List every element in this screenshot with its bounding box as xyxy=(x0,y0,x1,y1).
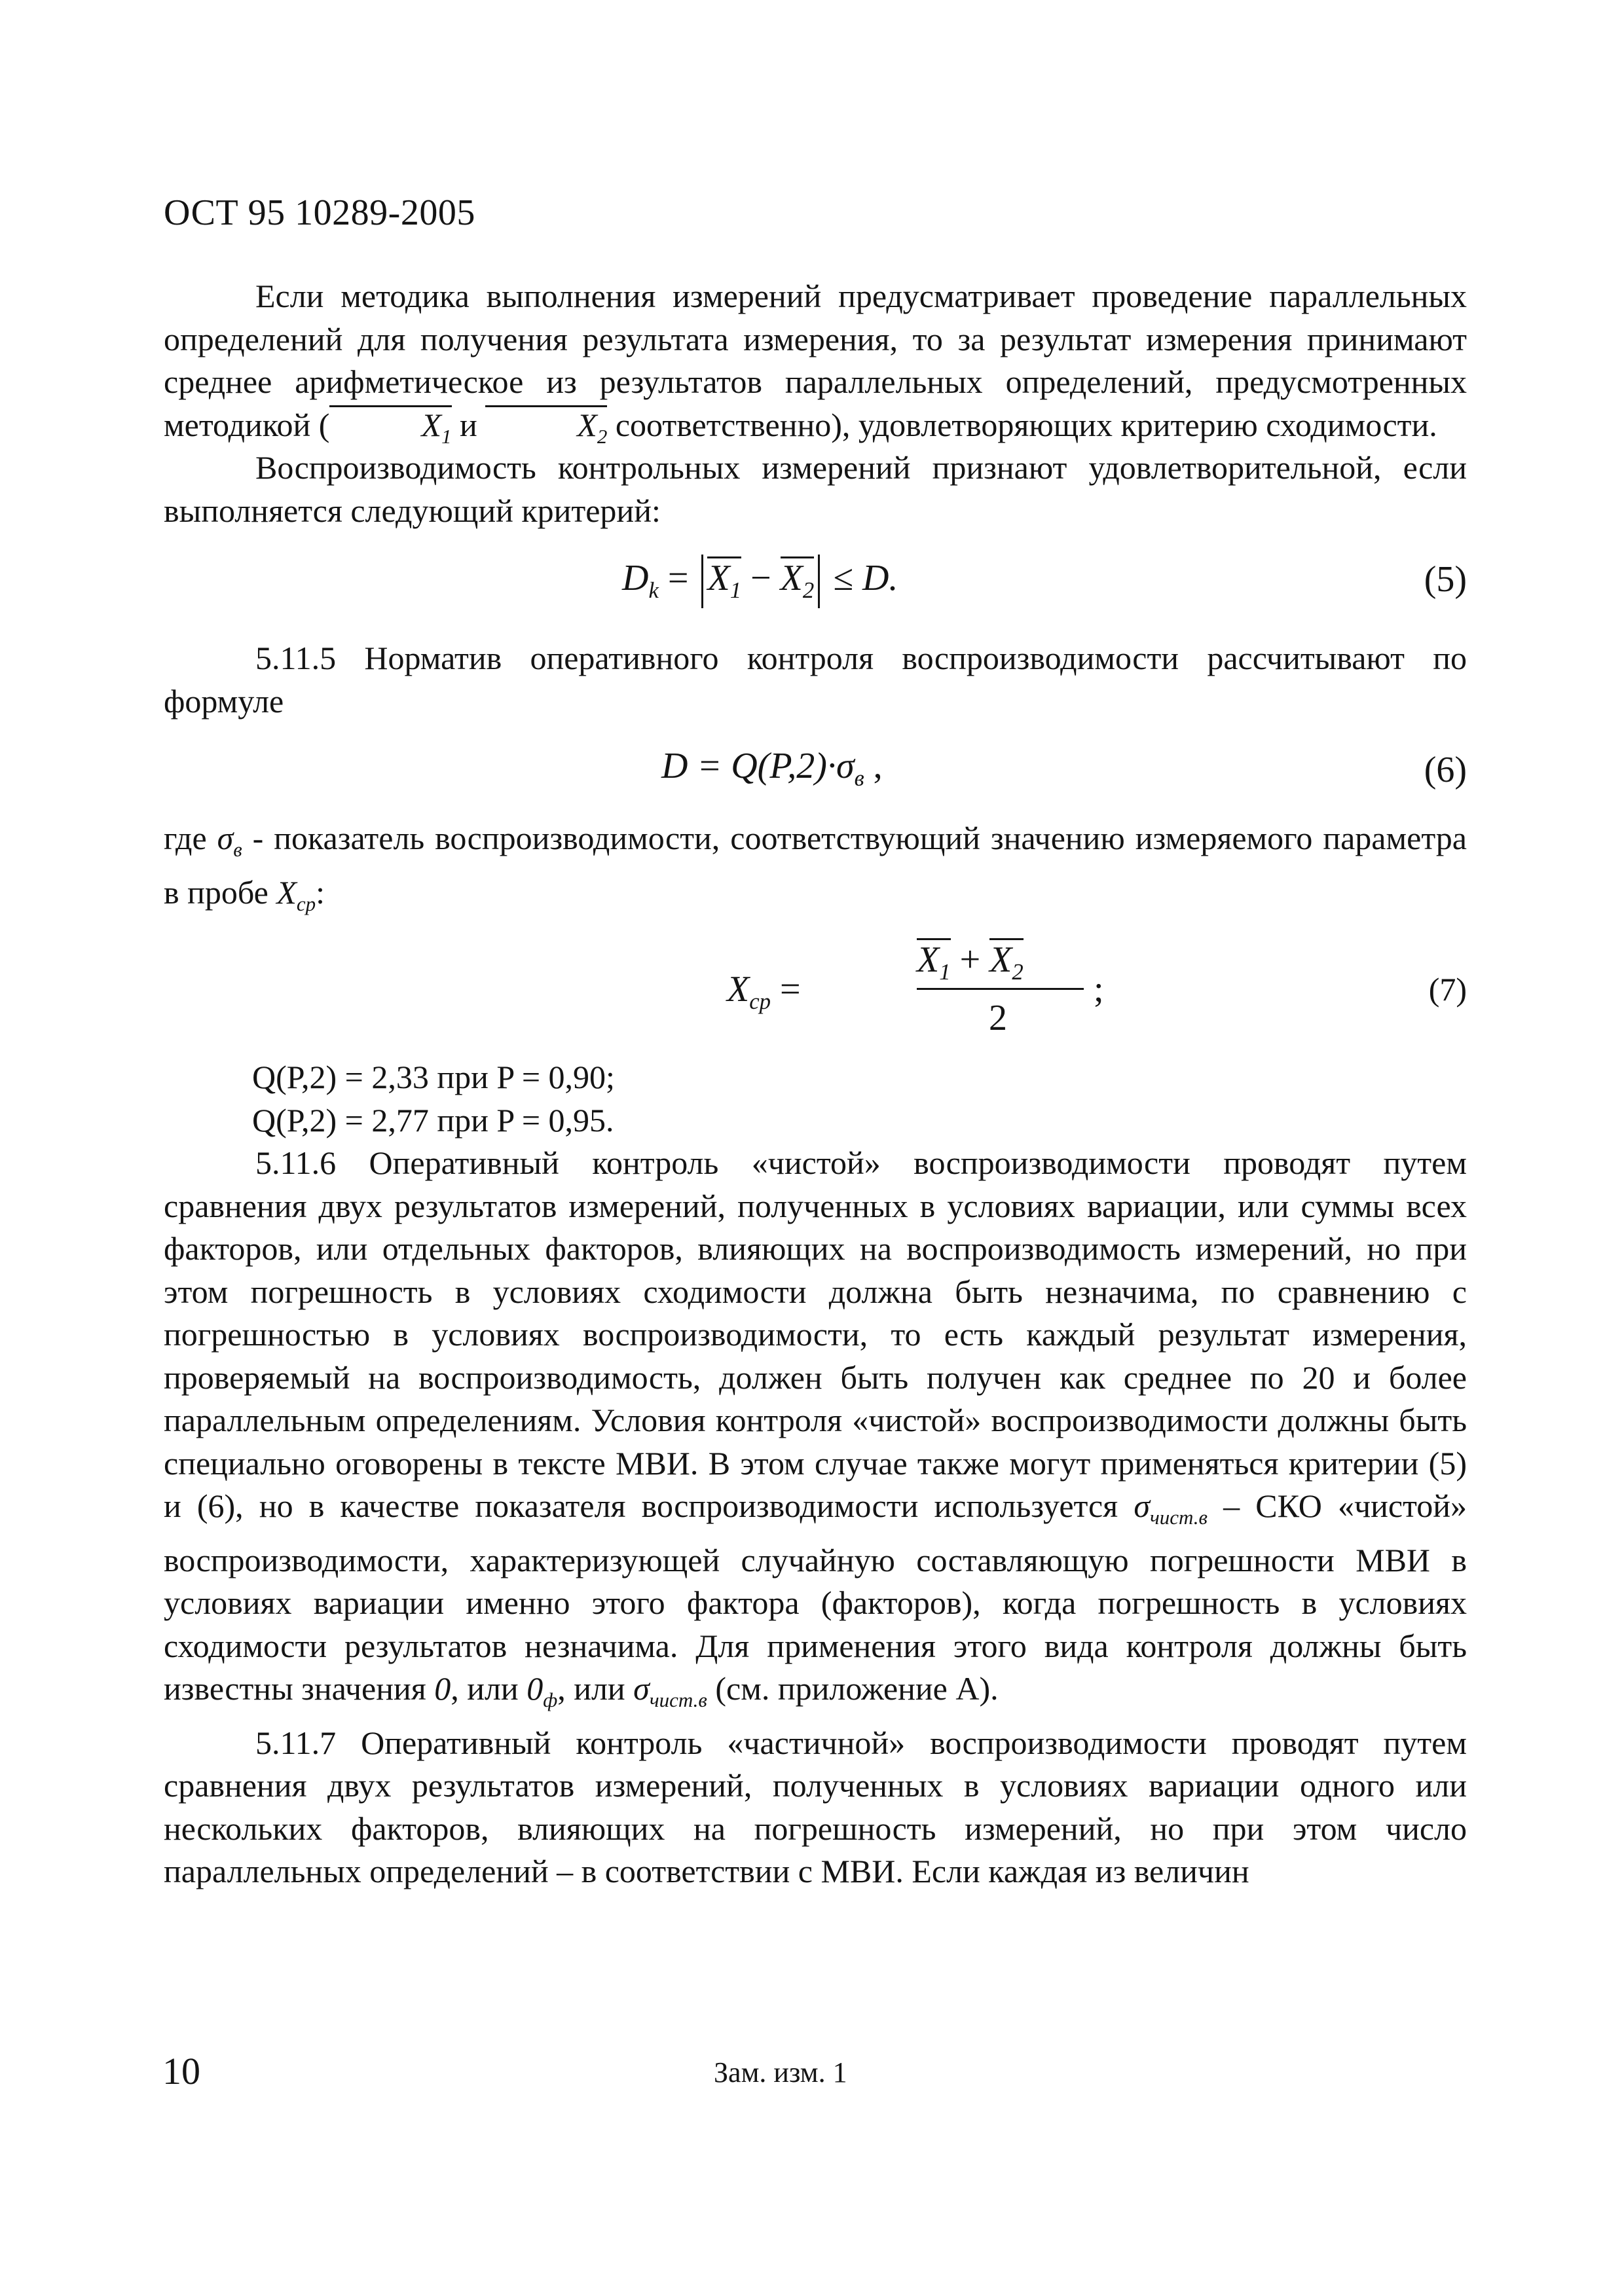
paragraph-5-11-7: 5.11.7 Оперативный контроль «частичной» воспроизводимости проводят путем сравнения двух результатов измерений, полученных в условиях вариации одного или нескольких факторов, влияющих на погрешность измерений, но при этом число параллельных определений – в соответствии с МВИ. Если каждая из величин xyxy=(164,1724,1467,1889)
sigma-symbol: $\sigma_в$ xyxy=(217,820,242,861)
page-number: 10 xyxy=(162,2050,200,2092)
q-value-095: Q(P,2) = 2,77 при P = 0,95. xyxy=(252,1101,614,1139)
formula-6: $D = Q(P,2)\cdot\sigma_в$ , (6) xyxy=(661,746,1467,792)
paragraph-5-11-5: 5.11.5 Норматив оперативного контроля воспроизводимости рассчитывают по формуле xyxy=(164,640,1467,720)
formula-5: $D_k = X_1 - X_2 \le D$. (5) xyxy=(164,532,1467,624)
sigma-pure-symbol: $\sigma_{чист.в}$ xyxy=(1134,1487,1208,1529)
document-code: ОСТ 95 10289-2005 xyxy=(164,192,475,233)
paragraph-5-11-6: 5.11.6 Оперативный контроль «чистой» воспроизводимости проводят путем сравнения двух результатов измерений, полученных в условиях вариации, или суммы всех факторов, или отдельных факторов, влияющих на воспроизводимость измерений, но при этом погрешность в условиях сходимости должна быть незначима, по сравнению с погрешностью в условиях воспроизводимости, то есть каждый результат измерения, проверяемый на воспроизводимость, должен быть получен как среднее по 20 и более параллельным определениям. Условия контроля «чистой» воспроизводимости должны быть специально оговорены в тексте МВИ. В этом случае также могут применяться критерии (5) и (6), но в качестве показателя воспроизводимости используется $\sigma_{чист.в}$ – СКО «чистой» воспроизводимости, характеризующей случайную составляющую погрешности МВИ в условиях вариации именно этого фактора (факторов), когда погрешность в условиях сходимости результатов незначима. Для применения этого вида контроля должны быть известны значения 0, или $0_ф$, или $\sigma_{чист.в}$ (см. приложение А). xyxy=(164,1144,1467,1711)
paragraph-averaging: Если методика выполнения измерений предусматривает проведение параллельных определений для получения результата измерения, то за результат измерения принимают среднее арифметическое из результатов параллельных определений, предусмотренных методикой ( $X_1$ и $X_2$ соответственно), удовлетворяющих критерию сходимости. xyxy=(164,278,1467,448)
document-body xyxy=(164,275,1467,1893)
formula-5-number: (5) xyxy=(1424,559,1467,600)
formula-7: $X_{ср}$ = $X_1 + X_2$ 2 ; (7) xyxy=(727,939,1467,1038)
q-value-090: Q(P,2) = 2,33 при P = 0,90; xyxy=(252,1059,615,1095)
paragraph-where-sigma: где $\sigma_в$ - показатель воспроизводимости, соответствующий значению измеряемого параметра в пробе $X_{ср}$: xyxy=(164,820,1467,915)
x-avg-symbol: $X_{ср}$ xyxy=(276,873,316,915)
sigma-pure-symbol-2: $\sigma_{чист.в}$ xyxy=(633,1670,707,1711)
formula-7-number: (7) xyxy=(1428,971,1467,1008)
theta-symbol: 0 xyxy=(434,1670,451,1707)
change-note: Зам. изм. 1 xyxy=(714,2056,847,2088)
paragraph-reproducibility: Воспроизводимость контрольных измерений признают удовлетворительной, если выполняется следующий критерий: xyxy=(164,449,1467,529)
x1-bar-symbol: $X_1$ xyxy=(329,405,451,446)
formula-6-number: (6) xyxy=(1424,750,1467,790)
theta-f-symbol: $0_ф$ xyxy=(526,1670,558,1711)
x2-bar-symbol: $X_2$ xyxy=(485,405,607,446)
